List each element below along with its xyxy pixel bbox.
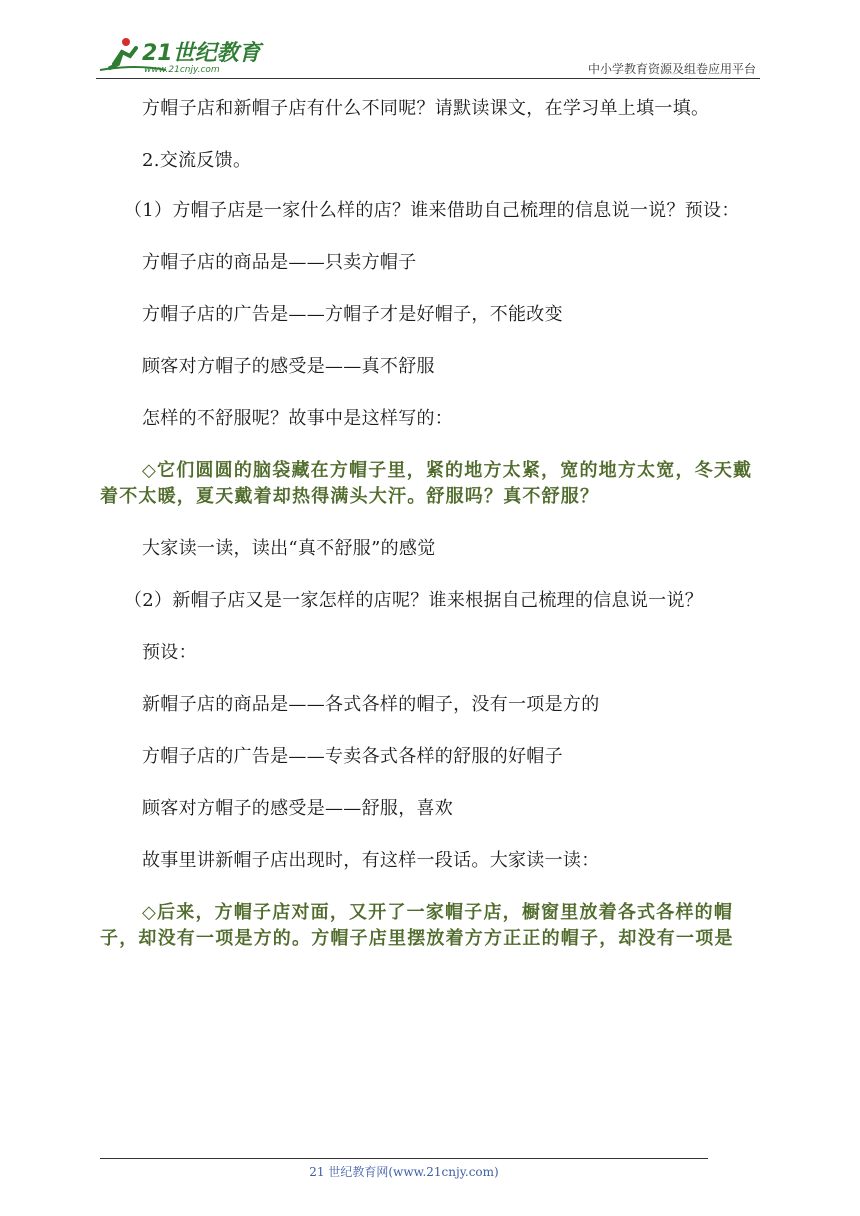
logo-text: 21世纪教育 (142, 41, 261, 66)
page-header (96, 30, 760, 78)
paragraph: 故事里讲新帽子店出现时，有这样一段话。大家读一读： (142, 850, 600, 871)
paragraph: （1）方帽子店是一家什么样的店？谁来借助自己梳理的信息说一说？预设： (124, 200, 740, 221)
paragraph: 新帽子店的商品是——各式各样的帽子，没有一项是方的 (142, 694, 600, 715)
paragraph: 2.交流反馈。 (142, 150, 252, 171)
header-divider (96, 78, 760, 79)
paragraph: 方帽子店的广告是——专卖各式各样的舒服的好帽子 (142, 746, 563, 767)
paragraph: 预设： (142, 642, 197, 663)
paragraph: 方帽子店的广告是——方帽子才是好帽子，不能改变 (142, 304, 563, 325)
quote-paragraph: ◇它们圆圆的脑袋藏在方帽子里，紧的地方太紧，宽的地方太宽，冬天戴着不太暖，夏天戴着却热得满头大汗。舒服吗？真不舒服？ (100, 460, 753, 507)
document-body (100, 96, 764, 978)
site-logo (96, 34, 266, 76)
paragraph: 方帽子店的商品是——只卖方帽子 (142, 252, 417, 273)
logo-url: www.21cnjy.com (144, 65, 220, 75)
header-tagline: 中小学教育资源及组卷应用平台 (587, 62, 756, 76)
footer-divider (100, 1158, 708, 1159)
paragraph: 大家读一读，读出“真不舒服”的感觉 (142, 538, 436, 559)
quote-paragraph: ◇后来，方帽子店对面，又开了一家帽子店，橱窗里放着各式各样的帽子，却没有一项是方的。方帽子店里摆放着方方正正的帽子，却没有一项是 (100, 902, 734, 949)
paragraph: 顾客对方帽子的感受是——真不舒服 (142, 356, 435, 377)
paragraph: 方帽子店和新帽子店有什么不同呢？请默读课文，在学习单上填一填。 (142, 98, 710, 119)
paragraph: 顾客对方帽子的感受是——舒服，喜欢 (142, 798, 454, 819)
footer-link[interactable]: 21 世纪教育网(www.21cnjy.com) (309, 1165, 499, 1179)
paragraph: 怎样的不舒服呢？故事中是这样写的： (142, 408, 454, 429)
paragraph: （2）新帽子店又是一家怎样的店呢？谁来根据自己梳理的信息说一说？ (124, 590, 704, 611)
